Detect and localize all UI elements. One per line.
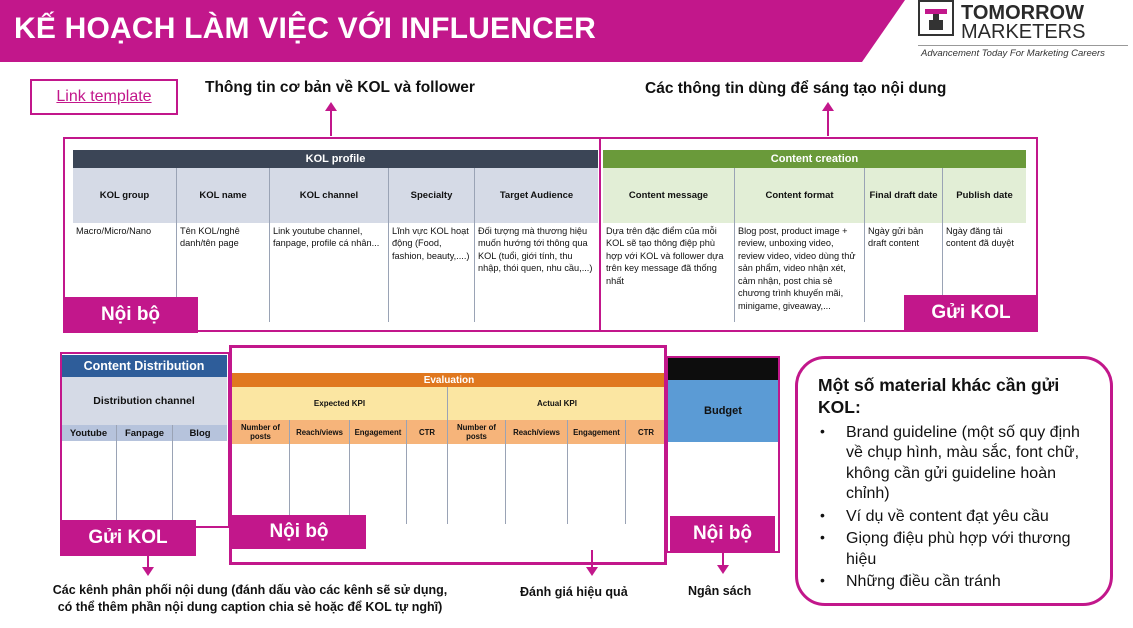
noi-bo-tag: Nội bộ <box>63 297 198 333</box>
logo-tagline: Advancement Today For Marketing Careers <box>921 48 1105 59</box>
col-specialty: Specialty <box>389 168 475 223</box>
table-cell: Ngày gửi bản draft content <box>865 223 943 322</box>
materials-box <box>795 356 1113 606</box>
table-cell: Macro/Micro/Nano <box>73 223 177 322</box>
col-kol-channel: KOL channel <box>270 168 389 223</box>
distribution-channel-header: Distribution channel <box>61 377 227 425</box>
arrow-up-icon <box>330 110 332 136</box>
channel-youtube[interactable]: Youtube <box>61 425 117 441</box>
noi-bo-tag: Nội bộ <box>232 515 366 549</box>
materials-list <box>818 423 1090 593</box>
noi-bo-tag: Nội bộ <box>670 516 775 552</box>
col-kol-name: KOL name <box>177 168 270 223</box>
distribution-note-line2: có thể thêm phần nội dung caption chia sẻ hoặc để KOL tự nghĩ) <box>57 599 443 614</box>
table-cell: Tên KOL/nghê danh/tên page <box>177 223 270 322</box>
evaluation-title: Evaluation <box>232 373 666 387</box>
tomorrow-marketers-logo-icon <box>918 0 954 36</box>
list-item: • Giọng điệu phù hợp với thương hiệu <box>818 529 1090 570</box>
col-kol-group: KOL group <box>73 168 177 223</box>
kol-info-label: Thông tin cơ bản về KOL và follower <box>205 79 475 96</box>
logo-divider <box>918 45 1128 46</box>
gui-kol-tag: Gửi KOL <box>60 520 196 556</box>
arrow-down-icon <box>722 552 724 566</box>
evaluation-note: Đánh giá hiệu quả <box>520 585 628 599</box>
content-info-label: Các thông tin dùng để sáng tạo nội dung <box>645 80 947 97</box>
content-distribution-frame <box>60 352 230 528</box>
col-content-format: Content format <box>735 168 865 223</box>
content-creation-title: Content creation <box>603 150 1026 168</box>
col-ctr: CTR <box>626 420 666 444</box>
col-number-of-posts: Number of posts <box>232 420 290 444</box>
col-content-message: Content message <box>603 168 735 223</box>
col-ctr: CTR <box>407 420 448 444</box>
arrow-down-icon <box>591 550 593 568</box>
distribution-note-line1: Các kênh phân phối nội dung (đánh dấu vào các kênh sẽ sử dụng, <box>52 583 448 597</box>
gui-kol-tag: Gửi KOL <box>904 295 1038 331</box>
logo-text-line2: MARKETERS <box>961 21 1086 43</box>
col-reach-views: Reach/views <box>506 420 568 444</box>
materials-title: Một số material khác cần gửi KOL: <box>818 375 1060 417</box>
table-cell: Ngày đăng tải content đã duyệt <box>946 226 1014 249</box>
logo-text-line1: TOMORROW <box>961 2 1084 24</box>
expected-kpi-header: Expected KPI <box>232 387 448 420</box>
col-target-audience: Target Audience <box>475 168 598 223</box>
table-cell: Đối tượng mà thương hiệu muốn hướng tới thông qua KOL (tuổi, giới tính, thu nhập, thói quen, nhu cầu,...) <box>478 226 593 274</box>
page-title: KẾ HOẠCH LÀM VIỆC VỚI INFLUENCER <box>14 12 597 45</box>
table-cell: Link youtube channel, fanpage, profile cá nhân... <box>270 223 389 322</box>
arrow-down-icon <box>147 556 149 568</box>
distribution-note <box>15 582 485 616</box>
list-item: • Brand guideline (một số quy định về chụp hình, màu sắc, font chữ, không cần gửi guideline hoàn chỉnh) <box>818 423 1090 505</box>
link-template-button[interactable]: Link template <box>30 79 178 115</box>
budget-note: Ngân sách <box>688 584 752 598</box>
channel-fanpage[interactable]: Fanpage <box>117 425 173 441</box>
list-item: • Những điều cần tránh <box>818 572 1090 592</box>
col-reach-views: Reach/views <box>290 420 350 444</box>
actual-kpi-header: Actual KPI <box>448 387 666 420</box>
col-final-draft-date: Final draft date <box>865 168 943 223</box>
col-publish-date: Publish date <box>943 168 1026 223</box>
channel-blog[interactable]: Blog <box>173 425 227 441</box>
col-engagement: Engagement <box>350 420 407 444</box>
content-distribution-title: Content Distribution <box>61 355 227 377</box>
kol-profile-title: KOL profile <box>73 150 598 168</box>
budget-header: Budget <box>668 380 778 442</box>
list-item: • Ví dụ về content đạt yêu cầu <box>818 507 1090 527</box>
table-cell: Lĩnh vực KOL hoạt động (Food, fashion, beauty,....) <box>389 223 475 322</box>
col-engagement: Engagement <box>568 420 626 444</box>
table-cell: Blog post, product image + review, unboxing video, review video, video dùng thử sản phẩm, video nhận xét, cảm nhận, post chia sẻ chương trình khuyến mãi, minigame, giveaway,... <box>735 223 865 322</box>
arrow-up-icon <box>827 110 829 136</box>
col-number-of-posts: Number of posts <box>448 420 506 444</box>
table-cell: Dựa trên đặc điểm của mỗi KOL sẽ tạo thông điệp phù hợp với KOL và follower dựa trên key message đã thống nhất <box>603 223 735 322</box>
